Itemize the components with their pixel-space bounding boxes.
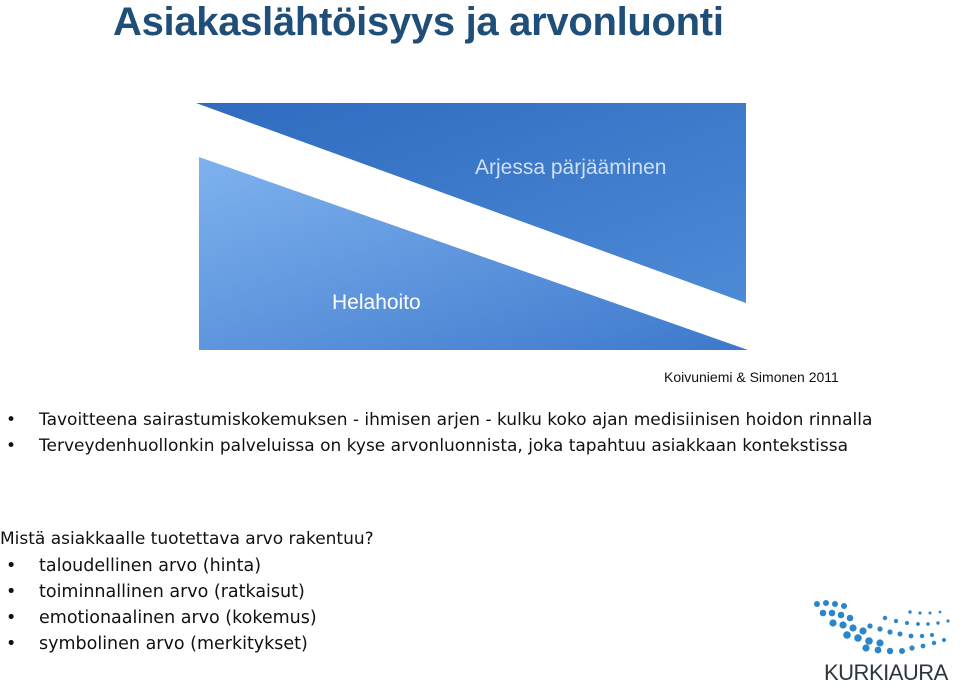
bullet-item: • Terveydenhuollonkin palveluissa on kyse arvonluonnista, joka tapahtuu asiakkaan kontekstissa [0,436,900,457]
value-question: Mistä asiakkaalle tuotettava arvo rakentuu? [0,529,374,549]
citation: Koivuniemi & Simonen 2011 [664,369,839,385]
value-list [0,553,317,657]
bullet-item: • Tavoitteena sairastumiskokemuksen - ihmisen arjen - kulku koko ajan medisiinisen hoidon rinnalla [0,410,900,431]
value-item: • toiminnallinen arvo (ratkaisut) [0,579,317,605]
value-item: • emotionaalinen arvo (kokemus) [0,605,317,631]
goal-bullets [0,410,900,462]
value-item: • symbolinen arvo (merkitykset) [0,631,317,657]
diagram-top-label: Arjessa pärjääminen [475,156,667,179]
page-title: Asiakaslähtöisyys ja arvonluonti [113,0,724,44]
logo-text: KURKIAURA [824,660,948,685]
value-item: • taloudellinen arvo (hinta) [0,553,317,579]
diagram-bottom-label: Helahoito [332,291,421,314]
